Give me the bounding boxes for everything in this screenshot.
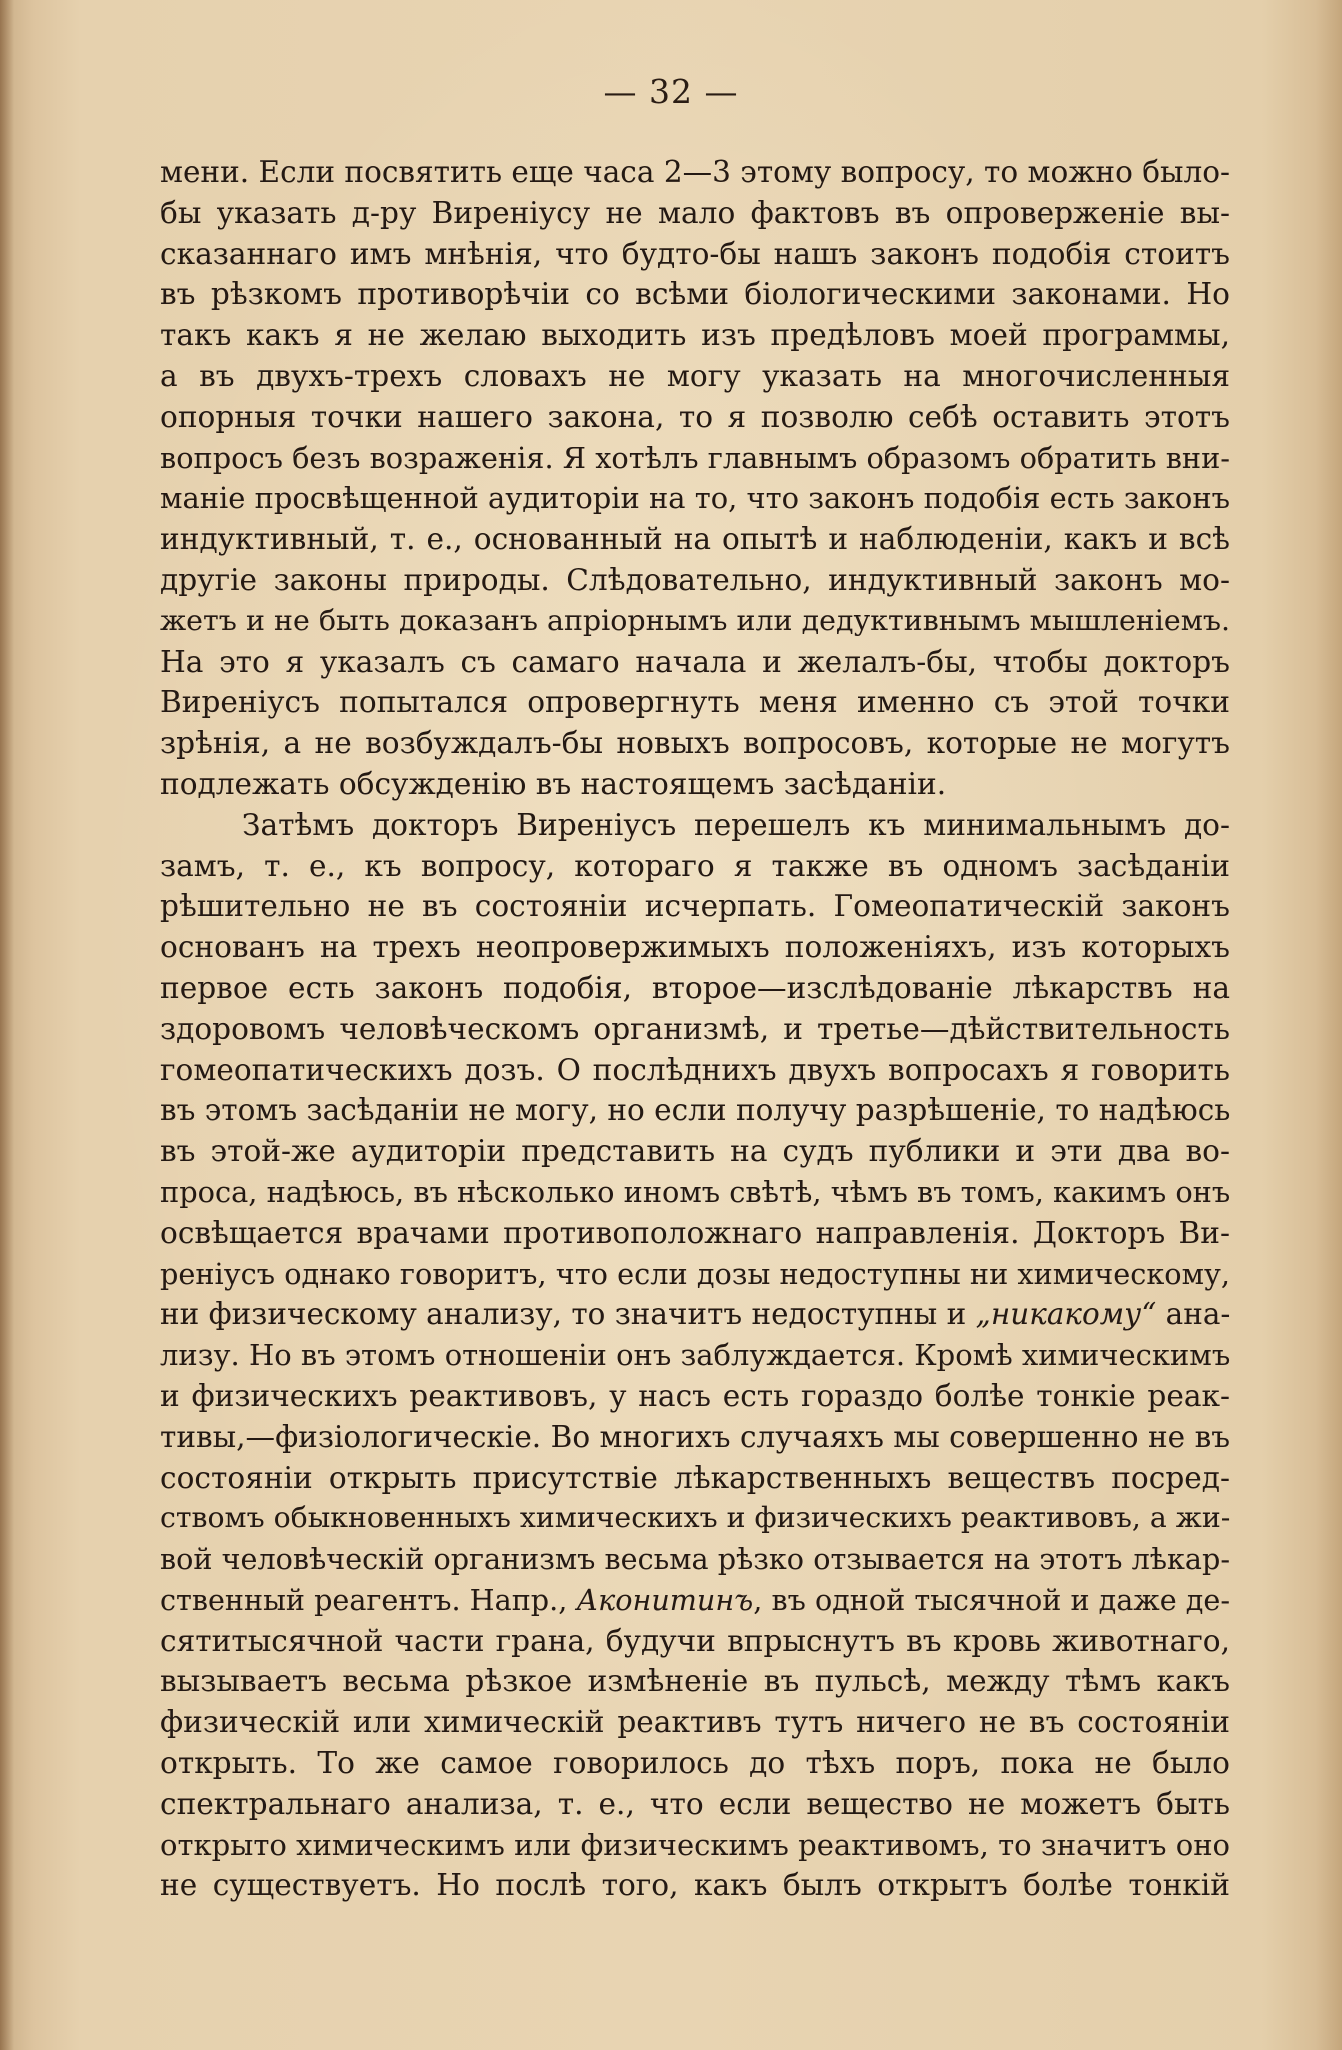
text-line: вопросъ безъ возраженія. Я хотѣлъ главнымъ образомъ обратить вни- xyxy=(160,440,1230,475)
text-line: ствомъ обыкновенныхъ химическихъ и физическихъ реактивовъ, а жи- xyxy=(160,1501,1231,1535)
text-line: рѣшительно не въ состояніи исчерпать. Гомеопатическій законъ xyxy=(160,889,1230,924)
text-line xyxy=(160,1294,1230,1335)
text-line: состояніи открыть присутствіе лѣкарственныхъ веществъ посред- xyxy=(160,1460,1230,1495)
emphasized-word: Аконитинъ xyxy=(576,1582,754,1617)
text-line: первое есть законъ подобія, второе—изслѣдованіе лѣкарствъ на xyxy=(160,970,1230,1005)
text-line: замъ, т. е., къ вопросу, котораго я также въ одномъ засѣданіи xyxy=(160,848,1230,883)
text-line: а въ двухъ-трехъ словахъ не могу указать на многочисленныя xyxy=(160,358,1230,393)
text-line: жетъ и не быть доказанъ апріорнымъ или дедуктивнымъ мышленіемъ. xyxy=(160,603,1230,637)
text-line: подлежать обсужденію въ настоящемъ засѣданіи. xyxy=(160,766,947,801)
text-line: вой человѣческій организмъ весьма рѣзко отзывается на этотъ лѣкар- xyxy=(160,1542,1230,1577)
text-line: сказаннаго имъ мнѣнія, что будто-бы нашъ законъ подобія стоитъ xyxy=(160,236,1230,271)
body-text xyxy=(160,152,1230,1906)
text-line: зрѣнія, а не возбуждалъ-бы новыхъ вопросовъ, которые не могутъ xyxy=(160,726,1230,761)
text-line: вызываетъ весьма рѣзкое измѣненіе въ пульсѣ, между тѣмъ какъ xyxy=(160,1664,1230,1699)
text-line: проса, надѣюсь, въ нѣсколько иномъ свѣтѣ, чѣмъ въ томъ, какимъ онъ xyxy=(160,1174,1231,1209)
text-line: другіе законы природы. Слѣдовательно, индуктивный законъ мо- xyxy=(160,562,1230,597)
text-segment: ни физическому анализу, то значитъ недоступны и xyxy=(160,1297,976,1332)
text-line: индуктивный, т. е., основанный на опытѣ и наблюденіи, какъ и всѣ xyxy=(160,522,1230,557)
emphasized-word: „никакому“ xyxy=(975,1297,1157,1332)
text-line: физическій или химическій реактивъ тутъ ничего не въ состояніи xyxy=(160,1705,1230,1740)
text-line: въ рѣзкомъ противорѣчіи со всѣми біологическими законами. Но xyxy=(160,277,1230,312)
text-line: реніусъ однако говоритъ, что если дозы недоступны ни химическому, xyxy=(160,1256,1230,1291)
page-number: — 32 — xyxy=(603,72,739,111)
text-line: сятитысячной части грана, будучи впрыснутъ въ кровь животнаго, xyxy=(160,1623,1230,1658)
text-line: такъ какъ я не желаю выходить изъ предѣловъ моей программы, xyxy=(160,318,1230,353)
text-segment: ана- xyxy=(1156,1297,1231,1332)
text-line: открыто химическимъ или физическимъ реактивомъ, то значитъ оно xyxy=(160,1827,1230,1862)
text-segment: , въ одной тысячной и даже де- xyxy=(753,1582,1230,1617)
text-line: здоровомъ человѣческомъ организмѣ, и третье—дѣйствительность xyxy=(160,1011,1230,1046)
text-line: открыть. То же самое говорилось до тѣхъ поръ, пока не было xyxy=(160,1746,1230,1781)
text-line: мени. Если посвятить еще часа 2—3 этому вопросу, то можно было- xyxy=(160,155,1230,189)
text-line: не существуетъ. Но послѣ того, какъ былъ открытъ болѣе тонкій xyxy=(160,1868,1230,1903)
text-line: бы указать д-ру Виреніусу не мало фактовъ въ опроверженіе вы- xyxy=(160,195,1230,230)
text-line: опорныя точки нашего закона, то я позволю себѣ оставить этотъ xyxy=(160,399,1230,434)
text-line xyxy=(160,1580,1230,1621)
text-segment: ственный реагентъ. Напр., xyxy=(160,1582,577,1617)
text-line: Виреніусъ попытался опровергнуть меня именно съ этой точки xyxy=(160,685,1230,720)
text-line: въ этомъ засѣданіи не могу, но если получу разрѣшеніе, то надѣюсь xyxy=(160,1093,1231,1128)
text-line: тивы,—физіологическіе. Во многихъ случаяхъ мы совершенно не въ xyxy=(160,1419,1230,1454)
text-line: освѣщается врачами противоположнаго направленія. Докторъ Ви- xyxy=(160,1215,1230,1250)
text-line: гомеопатическихъ дозъ. О послѣднихъ двухъ вопросахъ я говорить xyxy=(160,1052,1230,1087)
text-line: маніе просвѣщенной аудиторіи на то, что законъ подобія есть законъ xyxy=(160,481,1230,516)
text-line: Затѣмъ докторъ Виреніусъ перешелъ къ минимальнымъ до- xyxy=(242,807,1230,842)
text-line: и физическихъ реактивовъ, у насъ есть гораздо болѣе тонкіе реак- xyxy=(160,1378,1230,1413)
text-line: лизу. Но въ этомъ отношеніи онъ заблуждается. Кромѣ химическимъ xyxy=(160,1338,1231,1373)
text-line: спектральнаго анализа, т. е., что если вещество не можетъ быть xyxy=(160,1786,1230,1821)
text-line: въ этой-же аудиторіи представить на судъ публики и эти два во- xyxy=(160,1134,1230,1169)
text-line: основанъ на трехъ неопровержимыхъ положеніяхъ, изъ которыхъ xyxy=(160,930,1230,965)
text-line: На это я указалъ съ самаго начала и желалъ-бы, чтобы докторъ xyxy=(160,644,1230,679)
